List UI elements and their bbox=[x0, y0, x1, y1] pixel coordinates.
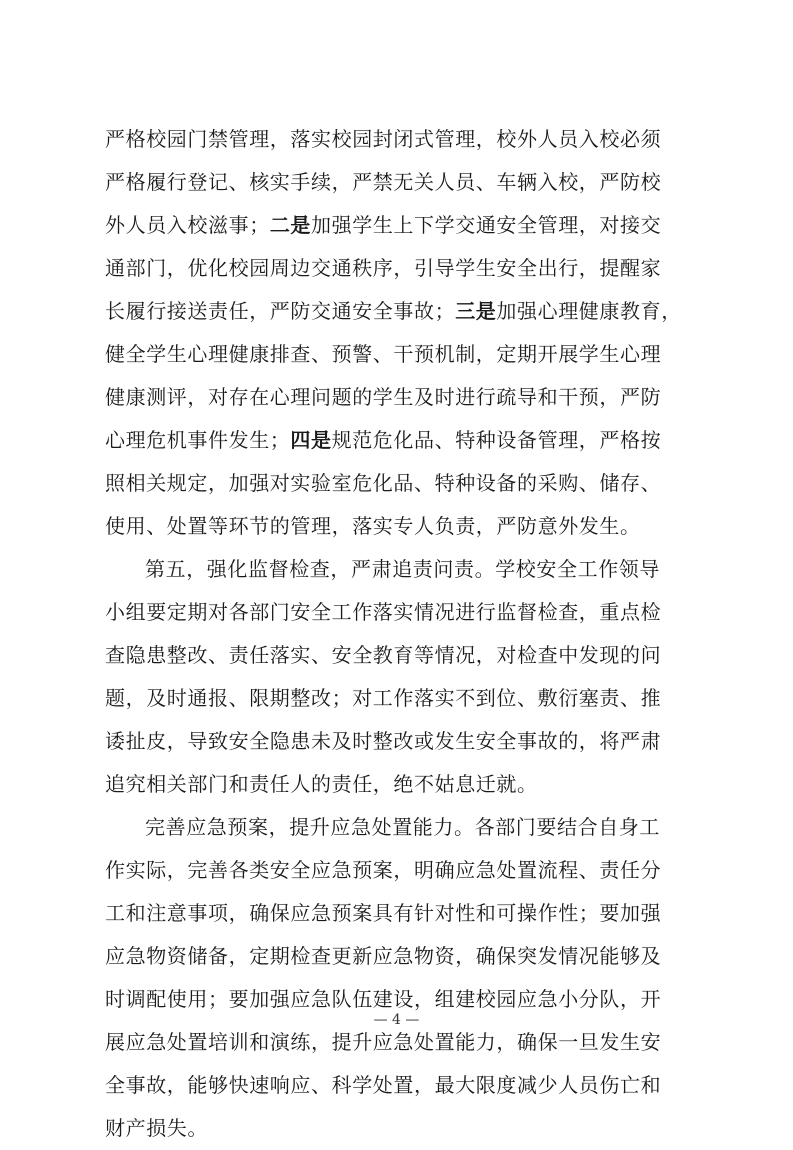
text-line bbox=[105, 161, 690, 204]
body-text: 小组要定期对各部门安全工作落实情况进行监督检查，重点检 bbox=[105, 600, 662, 624]
body-text: 工和注意事项，确保应急预案具有针对性和可操作性；要加强 bbox=[105, 901, 662, 925]
text-line bbox=[105, 634, 690, 677]
text-line bbox=[105, 376, 690, 419]
text-line bbox=[105, 548, 690, 591]
paragraph bbox=[105, 548, 690, 806]
body-text: 严格履行登记、核实手续，严禁无关人员、车辆入校，严防校 bbox=[105, 170, 662, 194]
body-text: 全事故，能够快速响应、科学处置，最大限度减少人员伤亡和 bbox=[105, 1073, 662, 1097]
body-text: 查隐患整改、责任落实、安全教育等情况，对检查中发现的问 bbox=[105, 643, 662, 667]
body-text: 财产损失。 bbox=[105, 1116, 208, 1140]
emphasis-text: 四是 bbox=[290, 428, 332, 452]
text-line bbox=[105, 892, 690, 935]
text-line bbox=[105, 720, 690, 763]
body-text: 规范危化品、特种设备管理，严格按 bbox=[331, 428, 662, 452]
body-text: 通部门，优化校园周边交通秩序，引导学生安全出行，提醒家 bbox=[105, 256, 662, 280]
text-line bbox=[105, 806, 690, 849]
text-line bbox=[105, 118, 690, 161]
body-text: 健康测评，对存在心理问题的学生及时进行疏导和干预，严防 bbox=[105, 385, 662, 409]
body-text: 展应急处置培训和演练，提升应急处置能力，确保一旦发生安 bbox=[105, 1030, 662, 1054]
emphasis-text: 二是 bbox=[269, 213, 312, 237]
body-text: 健全学生心理健康排查、预警、干预机制，定期开展学生心理 bbox=[105, 342, 662, 366]
body-text: 外人员入校滋事； bbox=[105, 213, 270, 237]
body-text: 加强心理健康教育， bbox=[496, 299, 682, 323]
text-line bbox=[105, 677, 690, 720]
body-text: 心理危机事件发生； bbox=[105, 428, 291, 452]
text-line bbox=[105, 1107, 690, 1150]
text-line bbox=[105, 419, 690, 462]
text-line bbox=[105, 505, 690, 548]
text-line bbox=[105, 1064, 690, 1107]
body-text: 题，及时通报、限期整改；对工作落实不到位、敷衍塞责、推 bbox=[105, 686, 662, 710]
body-text: 长履行接送责任，严防交通安全事故； bbox=[105, 299, 456, 323]
text-line bbox=[105, 849, 690, 892]
document-body bbox=[105, 118, 690, 1150]
body-text: 第五，强化监督检查，严肃追责问责。学校安全工作领导 bbox=[145, 557, 660, 581]
body-text: 使用、处置等环节的管理，落实专人负责，严防意外发生。 bbox=[105, 514, 641, 538]
body-text: 完善应急预案，提升应急处置能力。各部门要结合自身工 bbox=[145, 815, 660, 839]
paragraph bbox=[105, 118, 690, 548]
body-text: 应急物资储备，定期检查更新应急物资，确保突发情况能够及 bbox=[105, 944, 662, 968]
body-text: 照相关规定，加强对实验室危化品、特种设备的采购、储存、 bbox=[105, 471, 662, 495]
body-text: 时调配使用；要加强应急队伍建设，组建校园应急小分队，开 bbox=[105, 987, 662, 1011]
body-text: 诿扯皮，导致安全隐患未及时整改或发生安全事故的，将严肃 bbox=[105, 729, 662, 753]
text-line bbox=[105, 247, 690, 290]
page-number: — 4 — bbox=[373, 1012, 420, 1028]
body-text: 追究相关部门和责任人的责任，绝不姑息迁就。 bbox=[105, 772, 538, 796]
body-text: 作实际，完善各类安全应急预案，明确应急处置流程、责任分 bbox=[105, 858, 662, 882]
text-line bbox=[105, 935, 690, 978]
text-line bbox=[105, 462, 690, 505]
text-line bbox=[105, 763, 690, 806]
text-line bbox=[105, 591, 690, 634]
text-line bbox=[105, 204, 690, 247]
body-text: 加强学生上下学交通安全管理，对接交 bbox=[311, 213, 662, 237]
paragraph bbox=[105, 806, 690, 1150]
text-line bbox=[105, 333, 690, 376]
body-text: 严格校园门禁管理，落实校园封闭式管理，校外人员入校必须 bbox=[105, 127, 662, 151]
emphasis-text: 三是 bbox=[455, 299, 497, 323]
text-line bbox=[105, 290, 690, 333]
